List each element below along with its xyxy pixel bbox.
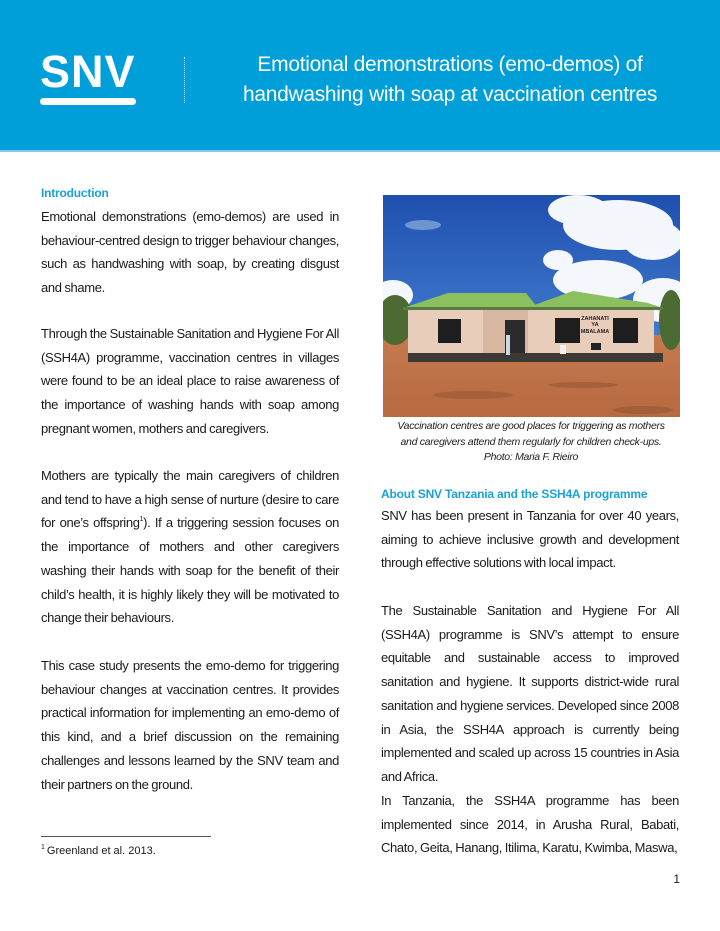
header-rule <box>0 150 720 152</box>
introduction-heading: Introduction <box>41 186 109 200</box>
document-title <box>200 50 700 110</box>
title-line-1: Emotional demonstrations (emo-demos) of <box>257 53 643 76</box>
intro-paragraph-2: Through the Sustainable Sanitation and Hygiene For All (SSH4A) programme, vaccination centres in villages were found to be an ideal place to raise awareness of the importance of washing hands with soap among pregnant women, mothers and caregivers. <box>41 326 339 436</box>
footnote-separator <box>41 836 211 837</box>
photo-credit: Photo: Maria F. Rieiro <box>483 451 579 463</box>
intro-paragraph-1: Emotional demonstrations (emo-demos) are used in behaviour-centred design to trigger behaviour changes, such as handwashing with soap, by creating disgust and shame. <box>41 209 339 296</box>
sign-line-2: YA <box>591 322 599 328</box>
photo-caption <box>372 419 690 466</box>
footnote-text: Greenland et al. 2013. <box>46 845 156 857</box>
mothers-text-after: ). If a triggering session focuses on the importance of mothers and other caregivers washing their hands with soap for the benefit of their child’s health, it is highly likely they will be motivated to change their behaviours. <box>41 515 339 626</box>
title-line-2: handwashing with soap at vaccination centres <box>242 83 658 106</box>
page-header <box>0 0 720 150</box>
caption-line-1: Vaccination centres are good places for triggering as mothers <box>397 420 665 432</box>
about-paragraph-1: SNV has been present in Tanzania for over 40 years, aiming to achieve inclusive growth and development through effective solutions with local impact. <box>381 508 679 571</box>
sign-line-3: MBALAMA <box>580 329 610 335</box>
logo-text: SNV <box>40 46 136 97</box>
footnote <box>41 844 156 859</box>
logo-underline <box>40 98 136 105</box>
intro-paragraph-4: This case study presents the emo-demo for triggering behaviour changes at vaccination centres. It provides practical information for implementing an emo-demo of this kind, and a brief discussion on the remaining challenges and lessons learned by the SNV team and their partners on the ground. <box>41 658 339 792</box>
page-number: 1 <box>673 872 680 886</box>
caption-line-2: and caregivers attend them regularly for children check-ups. <box>400 435 662 448</box>
photo-illustration <box>383 195 680 417</box>
about-paragraph-3: In Tanzania, the SSH4A programme has been implemented since 2014, in Arusha Rural, Babati, Chato, Geita, Hanang, Itilima, Karatu, Kwimba, Maswa, <box>381 793 679 856</box>
sign-line-1: ZAHANATI <box>581 316 609 322</box>
vaccination-centre-photo <box>383 195 680 417</box>
snv-logo <box>40 46 138 105</box>
header-divider <box>184 57 185 103</box>
footnote-number: 1 <box>41 844 45 851</box>
about-heading: About SNV Tanzania and the SSH4A programme <box>381 487 648 501</box>
intro-paragraph-3 <box>41 464 339 630</box>
about-paragraph-2: The Sustainable Sanitation and Hygiene For All (SSH4A) programme is SNV’s attempt to ensure equitable and sustainable access to improved sanitation and hygiene. It supports district-wide rural sanitation and hygiene services. Developed since 2008 in Asia, the SSH4A approach is currently being implemented and scaled up across 15 countries in Asia and Africa. <box>381 603 679 784</box>
mothers-text-before: Mothers are typically the main caregivers of children and tend to have a high sense of nurture (desire to care for one’s offspring <box>41 468 339 531</box>
footnote-reference[interactable]: 1 <box>139 516 144 524</box>
